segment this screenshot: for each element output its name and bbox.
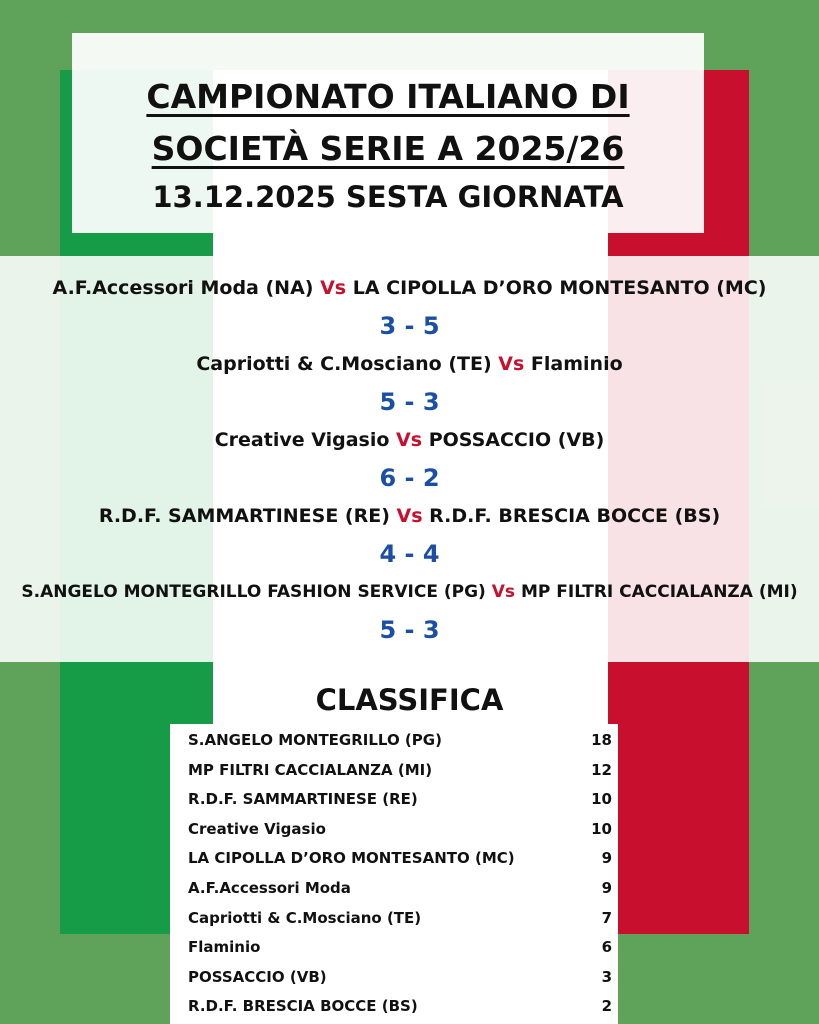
vs-label: Vs [396, 505, 423, 527]
match-home-team: S.ANGELO MONTEGRILLO FASHION SERVICE (PG) [21, 582, 486, 602]
standings-table [170, 724, 618, 1024]
vs-label: Vs [396, 429, 423, 451]
standings-team: Capriotti & C.Mosciano (TE) [188, 908, 422, 927]
match-home-team: Creative Vigasio [214, 429, 390, 451]
standings-row [170, 754, 618, 784]
standings-team: S.ANGELO MONTEGRILLO (PG) [188, 731, 442, 749]
standings-row [170, 842, 618, 872]
match-score: 5 - 3 [379, 616, 440, 644]
title-line-2: SOCIETÀ SERIE A 2025/26 [151, 129, 625, 168]
standings-row [170, 872, 618, 902]
standings-row [170, 783, 618, 813]
standings-points: 12 [591, 760, 612, 779]
standings-points: 2 [601, 997, 612, 1016]
title-line-1: CAMPIONATO ITALIANO DI [146, 77, 630, 116]
standings-team: LA CIPOLLA D’ORO MONTESANTO (MC) [188, 849, 515, 868]
standings-row [170, 813, 618, 843]
page-subtitle: 13.12.2025 SESTA GIORNATA [152, 180, 624, 214]
match-home-team: R.D.F. SAMMARTINESE (RE) [98, 505, 390, 527]
match-away-team: R.D.F. BRESCIA BOCCE (BS) [429, 505, 721, 527]
match-home-team: Capriotti & C.Mosciano (TE) [196, 353, 492, 375]
standings-team: POSSACCIO (VB) [188, 967, 327, 986]
header-panel [72, 33, 704, 233]
match-score: 3 - 5 [379, 312, 440, 340]
standings-row [170, 990, 618, 1020]
standings-points: 7 [601, 908, 612, 927]
standings-points: 18 [591, 731, 612, 749]
standings-points: 9 [601, 849, 612, 868]
standings-points: 10 [591, 819, 612, 838]
match-1 [0, 268, 819, 308]
standings-team: A.F.Accessori Moda [188, 878, 351, 897]
match-4 [0, 496, 819, 536]
standings-row [170, 931, 618, 961]
match-5 [0, 572, 819, 612]
match-away-team: MP FILTRI CACCIALANZA (MI) [520, 582, 798, 602]
standings-team: R.D.F. BRESCIA BOCCE (BS) [188, 997, 418, 1016]
vs-label: Vs [498, 353, 525, 375]
match-away-team: LA CIPOLLA D’ORO MONTESANTO (MC) [352, 277, 767, 299]
standings-row [170, 724, 618, 754]
match-home-team: A.F.Accessori Moda (NA) [52, 277, 314, 299]
standings-team: Flaminio [188, 938, 261, 957]
match-away-team: POSSACCIO (VB) [428, 429, 605, 451]
match-score: 4 - 4 [379, 540, 440, 568]
standings-points: 3 [601, 967, 612, 986]
match-3 [0, 420, 819, 460]
match-results [0, 268, 819, 648]
standings-points: 9 [601, 878, 612, 897]
standings-team: Creative Vigasio [188, 819, 326, 838]
standings-row [170, 961, 618, 991]
match-score: 6 - 2 [379, 464, 440, 492]
vs-label: Vs [320, 277, 347, 299]
standings-team: R.D.F. SAMMARTINESE (RE) [188, 790, 418, 809]
standings-points: 6 [601, 938, 612, 957]
page-title [72, 71, 704, 175]
standings-row [170, 902, 618, 932]
standings-title: CLASSIFICA [315, 683, 504, 717]
standings-team: MP FILTRI CACCIALANZA (MI) [188, 760, 433, 779]
match-away-team: Flaminio [530, 353, 623, 375]
vs-label: Vs [491, 582, 516, 602]
standings-points: 10 [591, 790, 612, 809]
match-score: 5 - 3 [379, 388, 440, 416]
match-2 [0, 344, 819, 384]
